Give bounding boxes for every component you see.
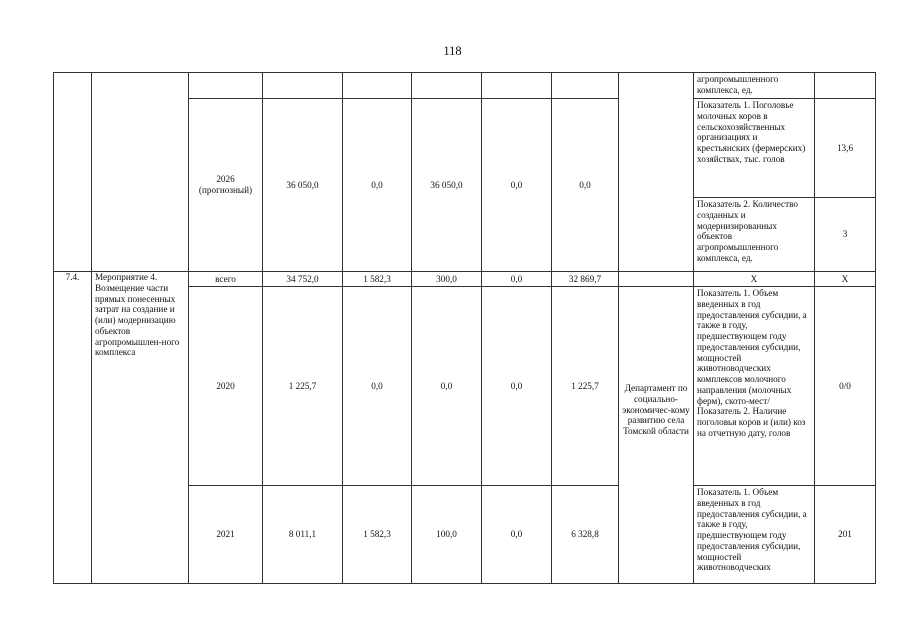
federal-cell: 0,0 (343, 287, 412, 486)
indicator-value-cell: 201 (815, 486, 876, 584)
row-number-cell-empty (54, 73, 92, 272)
indicator-value-cell: X (815, 272, 876, 287)
indicator-value-cell: 13,6 (815, 99, 876, 198)
indicator-value-cell: 0/0 (815, 287, 876, 486)
indicator-cell: X (694, 272, 815, 287)
indicator-cell: Показатель 1. Поголовье молочных коров в сельскохозяйственных организациях и крестьянских (фермерских) хозяйствах, тыс. голов (694, 99, 815, 198)
year-cell: всего (189, 272, 263, 287)
total-cell: 34 752,0 (263, 272, 343, 287)
federal-cell: 1 582,3 (343, 272, 412, 287)
local-cell: 0,0 (482, 99, 552, 272)
indicator-text: Показатель 1. Объем введенных в год предоставления субсидии, а также в году, предшествующем году предоставления субсидии, мощностей животноводческих (697, 487, 807, 573)
other-cell: 1 225,7 (552, 287, 619, 486)
regional-cell: 36 050,0 (412, 99, 482, 272)
indicator-cell: Показатель 1. Объем введенных в год предоставления субсидии, а также в году, предшествующем году предоставления субсидии, мощностей животноводческих комплексов молочного направления (молочных ферм), ското-мест/ Показатель 2. Наличие поголовья коров и (или) коз на отчетную дату, голов (694, 287, 815, 486)
executor-cell (619, 287, 694, 584)
indicator-cell: Показатель 2. Количество созданных и модернизированных объектов агропромышленного комплекса, ед. (694, 198, 815, 272)
local-cell: 0,0 (482, 486, 552, 584)
other-cell: 32 869,7 (552, 272, 619, 287)
page-number: 118 (443, 44, 462, 58)
other-cell: 6 328,8 (552, 486, 619, 584)
indicator-value-cell: 3 (815, 198, 876, 272)
table-row (54, 73, 876, 99)
table-row (54, 272, 876, 287)
federal-cell: 0,0 (343, 99, 412, 272)
regional-cell: 0,0 (412, 287, 482, 486)
local-cell: 0,0 (482, 287, 552, 486)
other-cell: 0,0 (552, 99, 619, 272)
measure-name-cell: Мероприятие 4. Возмещение части прямых понесенных затрат на создание и (или) модернизацию объектов агропромышлен-ного комплекса (92, 272, 189, 584)
total-cell: 1 225,7 (263, 287, 343, 486)
total-cell: 8 011,1 (263, 486, 343, 584)
year-cell: 2020 (189, 287, 263, 486)
program-table (53, 72, 876, 584)
federal-cell: 1 582,3 (343, 486, 412, 584)
executor-cell-empty (619, 73, 694, 272)
executor-name: Департамент по социально-экономичес-кому развитию села Томской области (622, 383, 690, 437)
row-name-cell-empty (92, 73, 189, 272)
total-cell: 36 050,0 (263, 99, 343, 272)
regional-cell: 300,0 (412, 272, 482, 287)
year-cell: 2026 (прогнозный) (189, 99, 263, 272)
year-cell: 2021 (189, 486, 263, 584)
local-cell: 0,0 (482, 272, 552, 287)
row-number-cell: 7.4. (54, 272, 92, 584)
indicator-cell: агропромышленного комплекса, ед. (694, 73, 815, 99)
indicator-cell (694, 486, 815, 584)
regional-cell: 100,0 (412, 486, 482, 584)
